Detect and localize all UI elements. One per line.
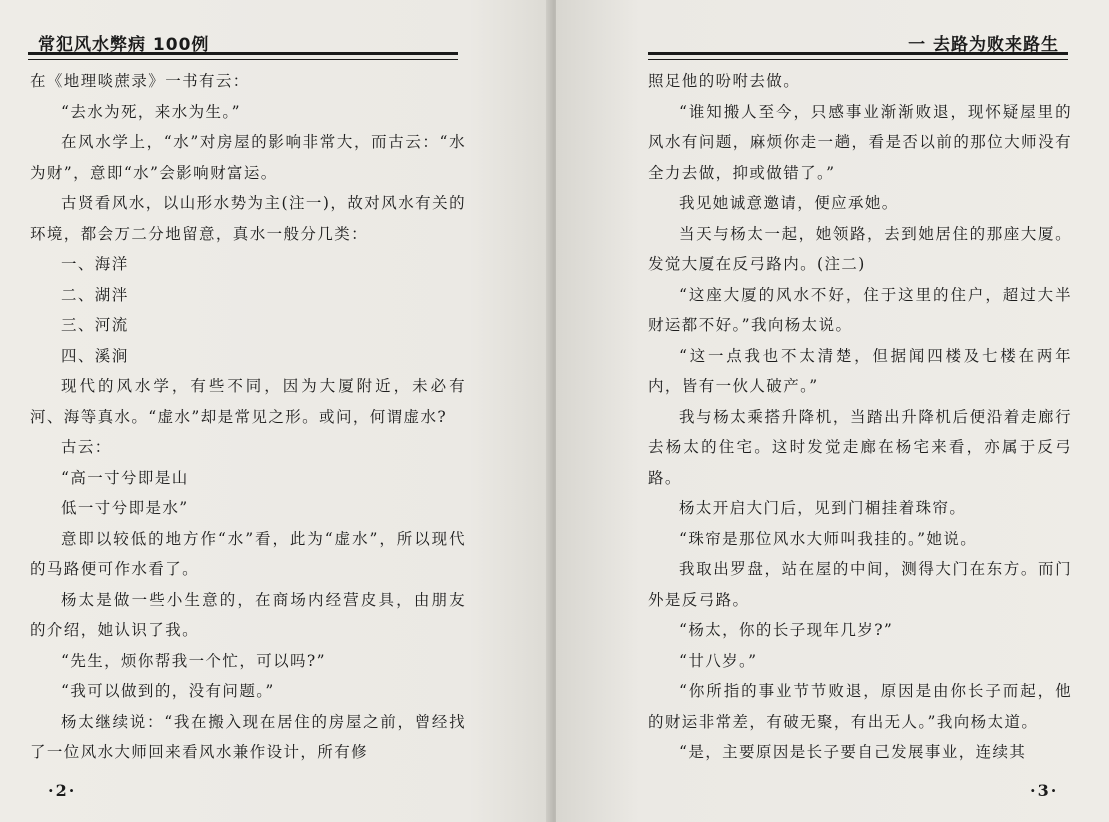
dialogue: “是，主要原因是长子要自己发展事业，连续其 [679,743,1027,761]
paragraph: 古贤看风水，以山形水势为主(注一)，故对风水有关的环境，都会万二分地留意，真水一般分几类： [30,194,466,243]
left-page-body [30,66,466,768]
dialogue: “你所指的事业节节败退，原因是由你长子而起，他的财运非常差，有破无聚，有出无人。”我向杨太道。 [648,682,1072,731]
paragraph: 杨太是做一些小生意的，在商场内经营皮具，由朋友的介绍，她认识了我。 [30,590,466,639]
quote: “去水为死，来水为生。” [61,102,241,121]
list-item: 一、海洋 [61,255,129,273]
dialogue: “谁知搬人至今，只感事业渐渐败退，现怀疑屋里的风水有问题，麻烦你走一趟，看是否以前的那位大师没有全力去做，抑或做错了。” [648,102,1072,182]
quote: 低一寸兮即是水” [61,499,189,517]
dialogue: “珠帘是那位风水大师叫我挂的。”她说。 [679,529,978,548]
running-head-right: 一 去路为败来路生 [908,35,1059,55]
paragraph: 当天与杨太一起，她领路，去到她居住的那座大厦。发觉大厦在反弓路内。(注二) [648,224,1072,273]
paragraph: 我取出罗盘，站在屋的中间，测得大门在东方。而门外是反弓路。 [648,560,1072,609]
right-page-body [648,66,1072,768]
paragraph: 现代的风水学，有些不同，因为大厦附近，未必有河、海等真水。“虚水”却是常见之形。或问，何谓虚水? [30,377,466,426]
dialogue: “我可以做到的，没有问题。” [61,682,275,700]
paragraph: 在《地理啖蔗录》一书有云： [30,72,250,90]
page-number-right: ·3· [1030,781,1059,800]
list-item: 二、湖泮 [61,285,129,304]
paragraph: 照足他的吩咐去做。 [648,72,801,90]
header-rule-right [648,52,1068,60]
header-rule-left [28,52,458,60]
dialogue: “杨太，你的长子现年几岁?” [679,621,894,639]
running-head-left: 常犯风水弊病 100例 [38,35,210,55]
dialogue: “这一点我也不太清楚，但据闻四楼及七楼在两年内，皆有一伙人破产。” [648,346,1072,395]
paragraph: 杨太继续说：“我在搬入现在居住的房屋之前，曾经找了一位风水大师回来看风水兼作设计，所有修 [30,712,466,761]
paragraph: 意即以较低的地方作“水”看，此为“虚水”，所以现代的马路便可作水看了。 [30,529,466,578]
list-item: 三、河流 [61,316,129,334]
paragraph: 我见她诚意邀请，便应承她。 [679,194,899,212]
paragraph: 在风水学上，“水”对房屋的影响非常大，而古云：“水为财”，意即“水”会影响财富运。 [30,133,466,182]
list-item: 四、溪涧 [61,346,129,365]
paragraph: 我与杨太乘搭升降机，当踏出升降机后便沿着走廊行去杨太的住宅。这时发觉走廊在杨宅来看，亦属于反弓路。 [648,407,1072,487]
dialogue: “廿八岁。” [679,651,758,670]
paragraph: 杨太开启大门后，见到门楣挂着珠帘。 [679,499,967,517]
page-number-left: ·2· [48,781,77,800]
left-page [0,0,552,822]
quote: “高一寸兮即是山 [61,468,189,487]
dialogue: “先生，烦你帮我一个忙，可以吗?” [61,651,326,670]
dialogue: “这座大厦的风水不好，住于这里的住户，超过大半财运都不好。”我向杨太说。 [648,285,1072,334]
right-page [556,0,1109,822]
paragraph: 古云： [61,438,112,456]
